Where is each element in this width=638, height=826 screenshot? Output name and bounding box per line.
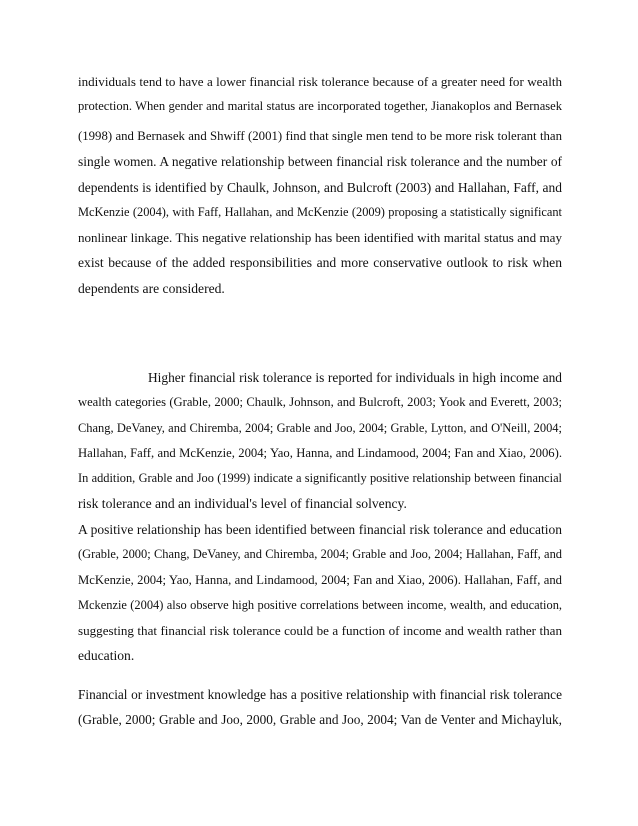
text-line: In addition, Grable and Joo (1999) indicate a significantly positive relationship between financial	[78, 471, 562, 486]
text-line: nonlinear linkage. This negative relationship has been identified with marital status and may	[78, 230, 562, 246]
text-line: (1998) and Bernasek and Shwiff (2001) find that single men tend to be more risk tolerant than	[78, 129, 562, 143]
text-line: Hallahan, Faff, and McKenzie, 2004; Yao, Hanna, and Lindamood, 2004; Fan and Xiao, 2006).	[78, 445, 562, 460]
paragraph-dependents	[78, 124, 562, 301]
text-line: McKenzie (2004), with Faff, Hallahan, and McKenzie (2009) proposing a statistically significant	[78, 204, 562, 219]
text-line: individuals tend to have a lower financial risk tolerance because of a greater need for wealth	[78, 74, 562, 89]
text-line: wealth categories (Grable, 2000; Chaulk, Johnson, and Bulcroft, 2003; Yook and Everett, 2003;	[78, 395, 562, 410]
text-line: Financial or investment knowledge has a positive relationship with financial risk tolerance	[78, 687, 562, 702]
text-line: risk tolerance and an individual's level of financial solvency.	[78, 496, 407, 512]
text-line: dependents are considered.	[78, 280, 225, 296]
paragraph-income-wealth	[78, 365, 562, 517]
text-line: (Grable, 2000; Grable and Joo, 2000, Grable and Joo, 2004; Van de Venter and Michayluk,	[78, 712, 562, 728]
text-line: McKenzie, 2004; Yao, Hanna, and Lindamood, 2004; Fan and Xiao, 2006). Hallahan, Faff, and	[78, 572, 562, 587]
paragraph-education	[78, 517, 562, 669]
paragraph-gender-marital	[78, 69, 562, 120]
text-line: exist because of the added responsibilities and more conservative outlook to risk when	[78, 255, 562, 271]
text-line: dependents is identified by Chaulk, Johnson, and Bulcroft (2003) and Hallahan, Faff, and	[78, 179, 562, 195]
text-line: (Grable, 2000; Chang, DeVaney, and Chiremba, 2004; Grable and Joo, 2004; Hallahan, Faff, and	[78, 547, 562, 562]
text-line: protection. When gender and marital status are incorporated together, Jianakoplos and Bernasek	[78, 99, 562, 114]
text-line: Mckenzie (2004) also observe high positive correlations between income, wealth, and education,	[78, 597, 562, 612]
paragraph-knowledge	[78, 682, 562, 733]
text-line: suggesting that financial risk tolerance could be a function of income and wealth rather than	[78, 623, 562, 639]
text-line: Chang, DeVaney, and Chiremba, 2004; Grable and Joo, 2004; Grable, Lytton, and O'Neill, 2004;	[78, 420, 562, 435]
text-line: education.	[78, 648, 135, 664]
text-line: A positive relationship has been identified between financial risk tolerance and education	[78, 522, 562, 537]
text-line: single women. A negative relationship between financial risk tolerance and the number of	[78, 154, 562, 170]
text-line: Higher financial risk tolerance is reported for individuals in high income and	[148, 370, 562, 385]
